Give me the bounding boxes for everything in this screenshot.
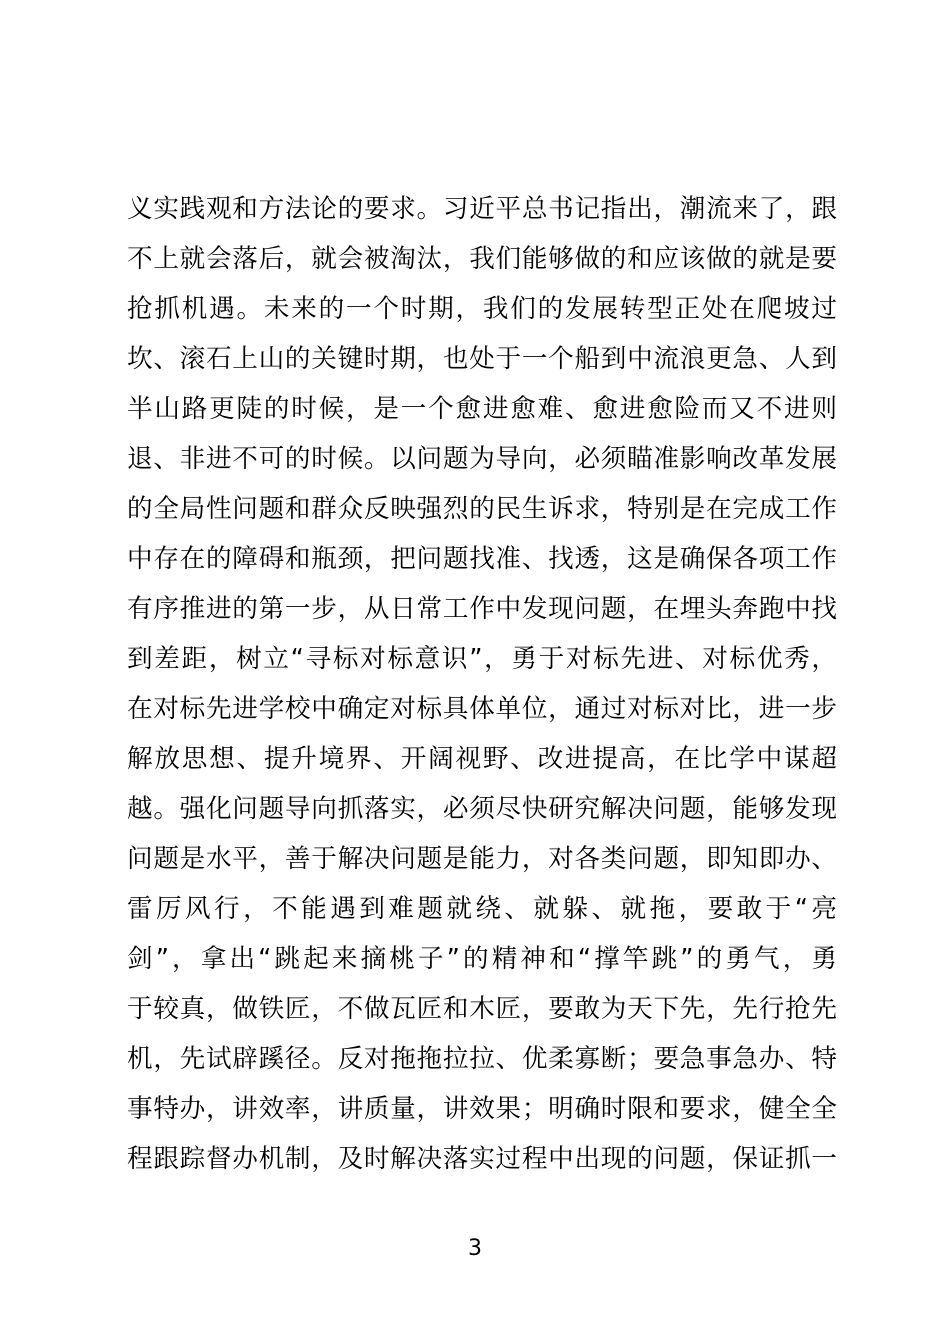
text-line-5: 半山路更陡的时候，是一个愈进愈难、愈进愈险而又不进则 [127,394,837,424]
text-line-14: 问题是水平，善于解决问题是能力，对各类问题，即知即办、 [127,844,837,874]
text-line-11: 在对标先进学校中确定对标具体单位，通过对标对比，进一步 [127,694,837,724]
text-line-18: 机，先试辟蹊径。反对拖拖拉拉、优柔寡断；要急事急办、特 [127,1044,837,1074]
text-line-20: 程跟踪督办机制，及时解决落实过程中出现的问题，保证抓一 [127,1144,837,1174]
text-line-4: 坎、滚石上山的关键时期，也处于一个船到中流浪更急、人到 [127,344,837,374]
text-line-7: 的全局性问题和群众反映强烈的民生诉求，特别是在完成工作 [127,494,837,524]
text-line-2: 不上就会落后，就会被淘汰，我们能够做的和应该做的就是要 [127,244,837,274]
body-text [127,184,837,1184]
text-line-12: 解放思想、提升境界、开阔视野、改进提高，在比学中谋超 [127,744,837,774]
text-line-8: 中存在的障碍和瓶颈，把问题找准、找透，这是确保各项工作 [127,544,837,574]
text-line-17: 于较真，做铁匠，不做瓦匠和木匠，要敢为天下先，先行抢先 [127,994,837,1024]
text-line-6: 退、非进不可的时候。以问题为导向，必须瞄准影响改革发展 [127,444,837,474]
text-line-9: 有序推进的第一步，从日常工作中发现问题，在埋头奔跑中找 [127,594,837,624]
text-line-15: 雷厉风行，不能遇到难题就绕、就躲、就拖，要敢于“亮 [127,894,837,924]
text-line-16: 剑”，拿出“跳起来摘桃子”的精神和“撑竿跳”的勇气，勇 [127,944,837,974]
text-line-10: 到差距，树立“寻标对标意识”，勇于对标先进、对标优秀， [127,644,837,674]
text-line-13: 越。强化问题导向抓落实，必须尽快研究解决问题，能够发现 [127,794,837,824]
text-line-19: 事特办，讲效率，讲质量，讲效果；明确时限和要求，健全全 [127,1094,837,1124]
text-line-1: 义实践观和方法论的要求。习近平总书记指出，潮流来了，跟 [127,194,837,224]
text-line-3: 抢抓机遇。未来的一个时期，我们的发展转型正处在爬坡过 [127,294,837,324]
page-number: 3 [468,1236,482,1261]
